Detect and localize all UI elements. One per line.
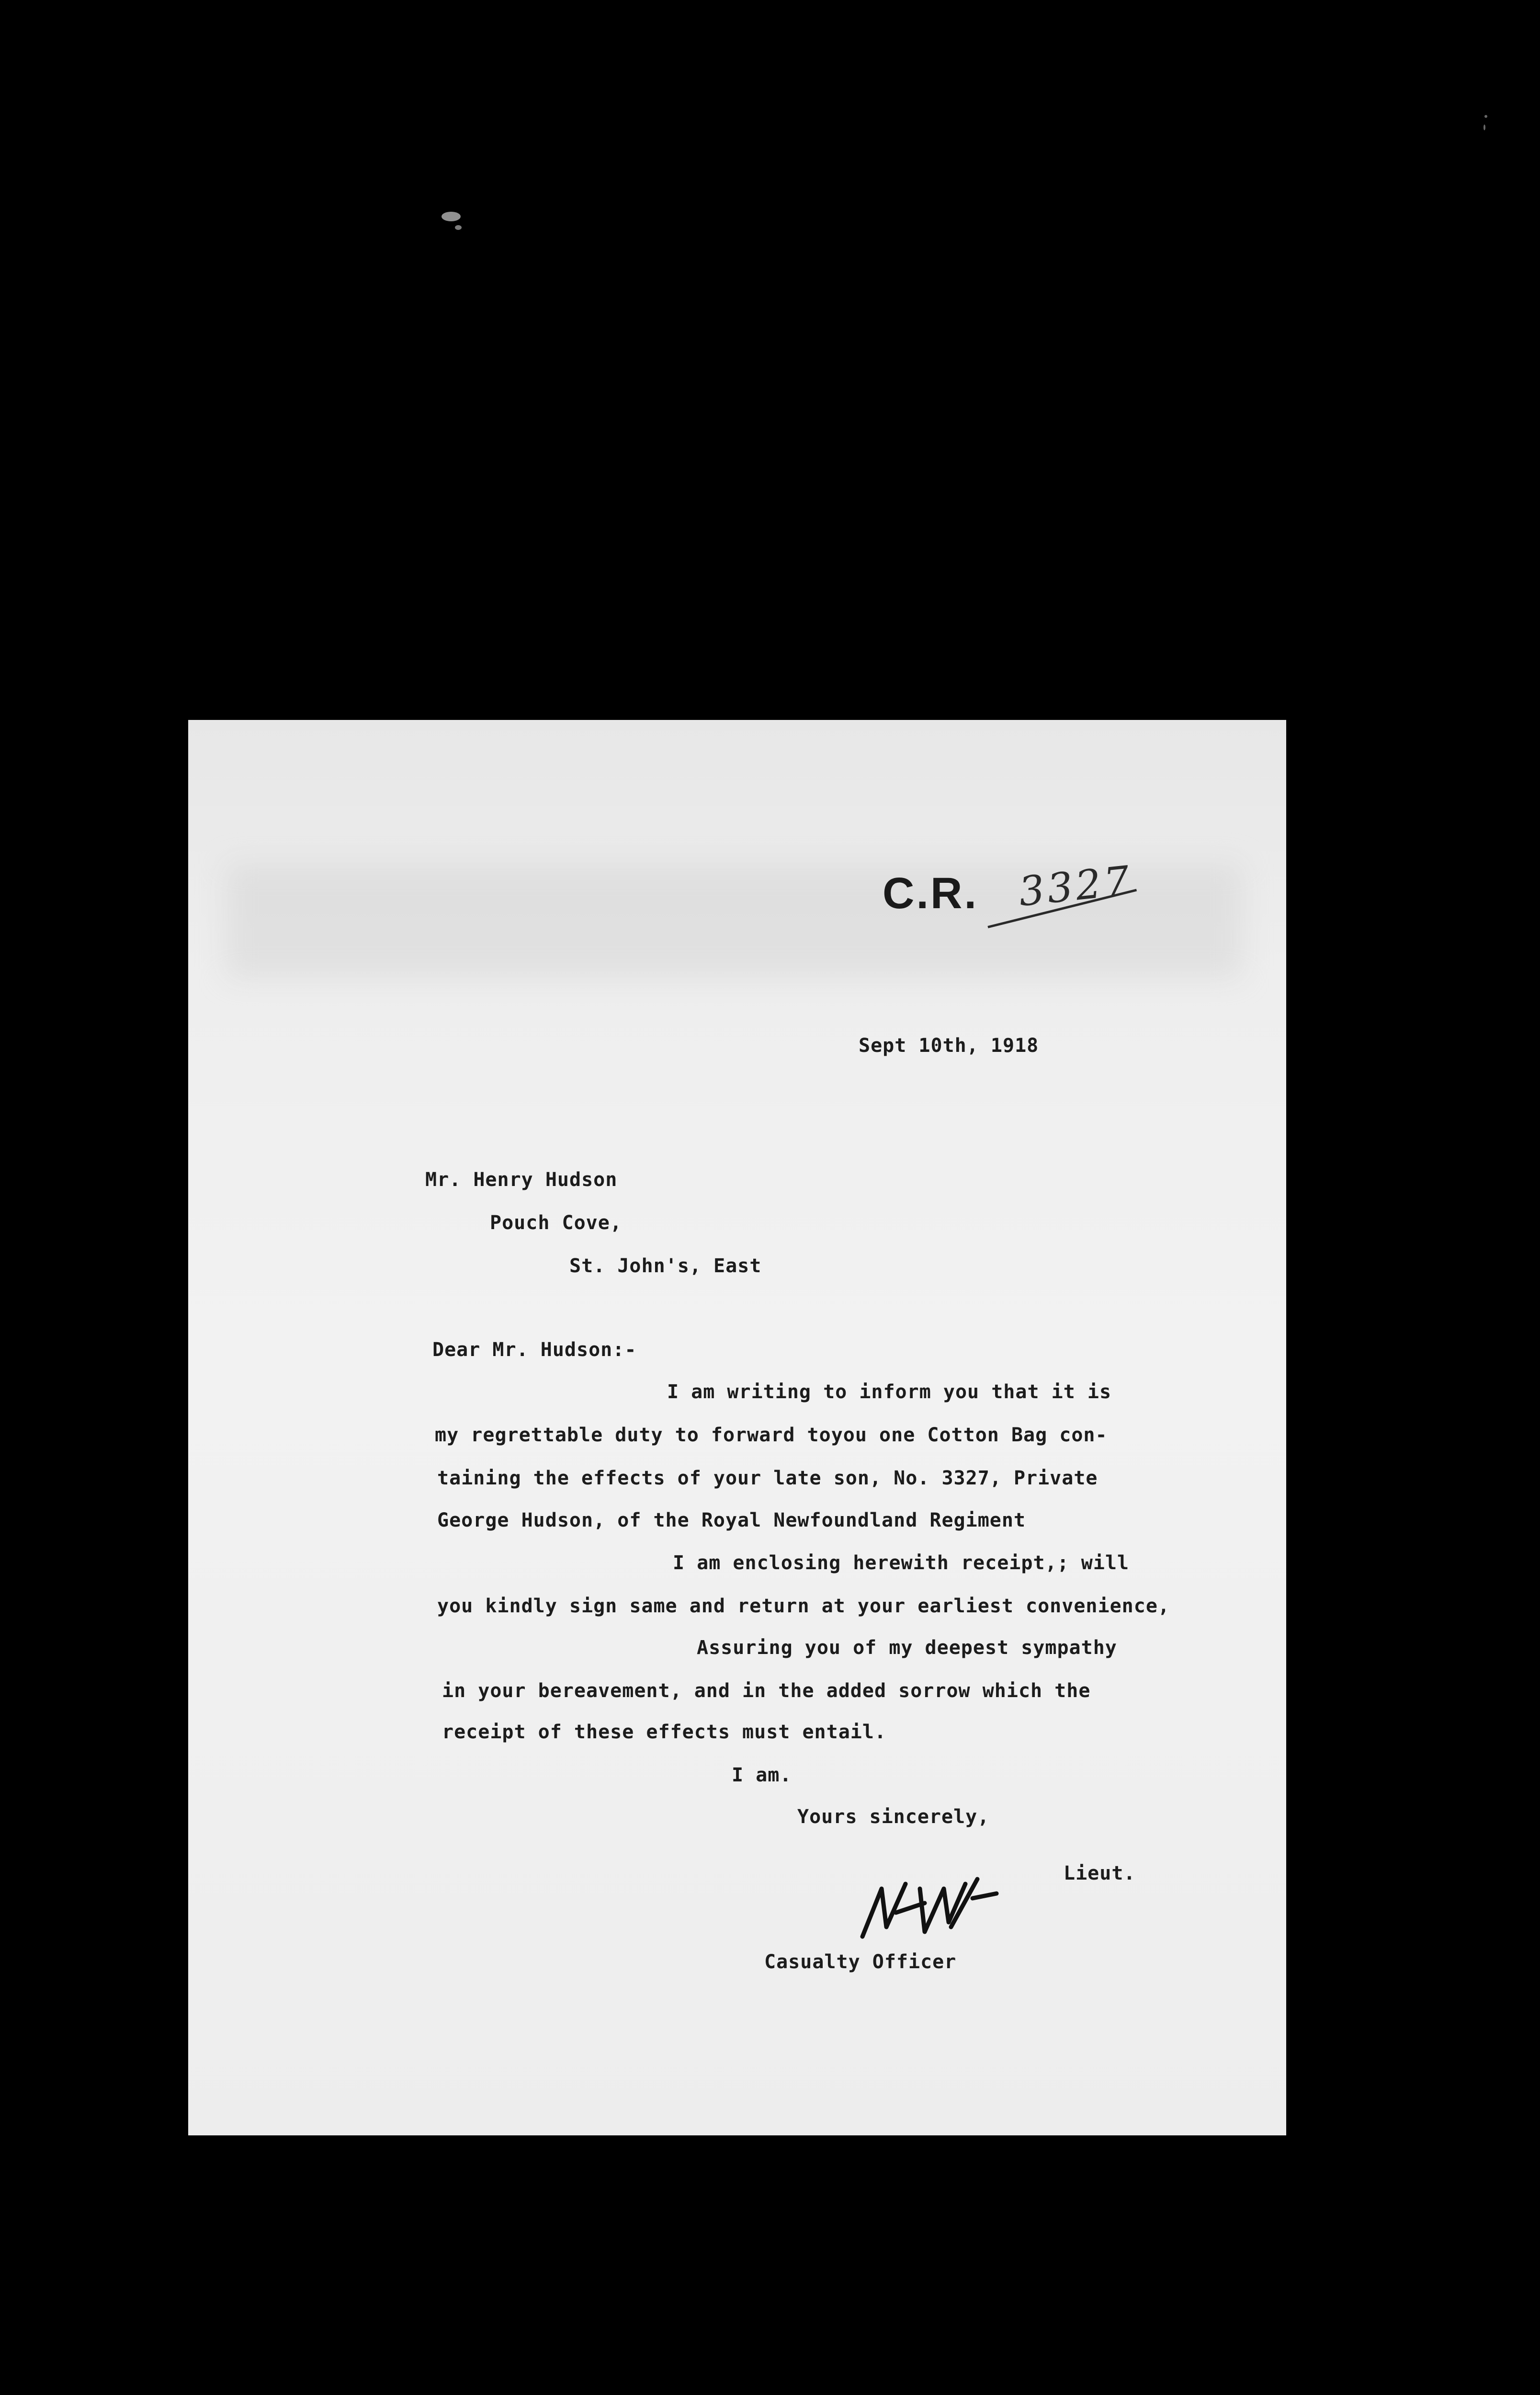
body-line: you kindly sign same and return at your earliest convenience, [437, 1595, 1170, 1617]
reference-prefix: C.R. [883, 869, 978, 918]
body-line: I am enclosing herewith receipt,; will [673, 1552, 1130, 1574]
address-line-1: Mr. Henry Hudson [425, 1169, 618, 1191]
salutation: Dear Mr. Hudson:- [432, 1339, 637, 1361]
body-line: Assuring you of my deepest sympathy [697, 1637, 1117, 1659]
letter-page [188, 720, 1286, 2135]
closing-rank: Lieut. [1064, 1862, 1136, 1884]
body-line: taining the effects of your late son, No. 3327, Private [437, 1467, 1098, 1489]
body-line: in your bereavement, and in the added sorrow which the [442, 1680, 1091, 1702]
scan-speck [442, 212, 461, 221]
body-line: receipt of these effects must entail. [442, 1721, 887, 1743]
reference-number: 3327 [1016, 856, 1135, 915]
address-line-2: Pouch Cove, [490, 1212, 622, 1234]
body-line: my regrettable duty to forward toyou one Cotton Bag con- [435, 1424, 1108, 1446]
body-line: I am writing to inform you that it is [667, 1381, 1112, 1403]
handwritten-signature [853, 1870, 1006, 1946]
scan-speck [1484, 115, 1487, 118]
scan-speck [1483, 125, 1485, 130]
closing-i-am: I am. [732, 1764, 792, 1786]
closing-title: Casualty Officer [764, 1951, 957, 1973]
scan-speck [455, 225, 462, 230]
address-line-3: St. John's, East [569, 1255, 762, 1277]
letter-date: Sept 10th, 1918 [859, 1035, 1039, 1057]
closing-yours: Yours sincerely, [797, 1806, 990, 1828]
body-line: George Hudson, of the Royal Newfoundland Regiment [437, 1509, 1026, 1531]
